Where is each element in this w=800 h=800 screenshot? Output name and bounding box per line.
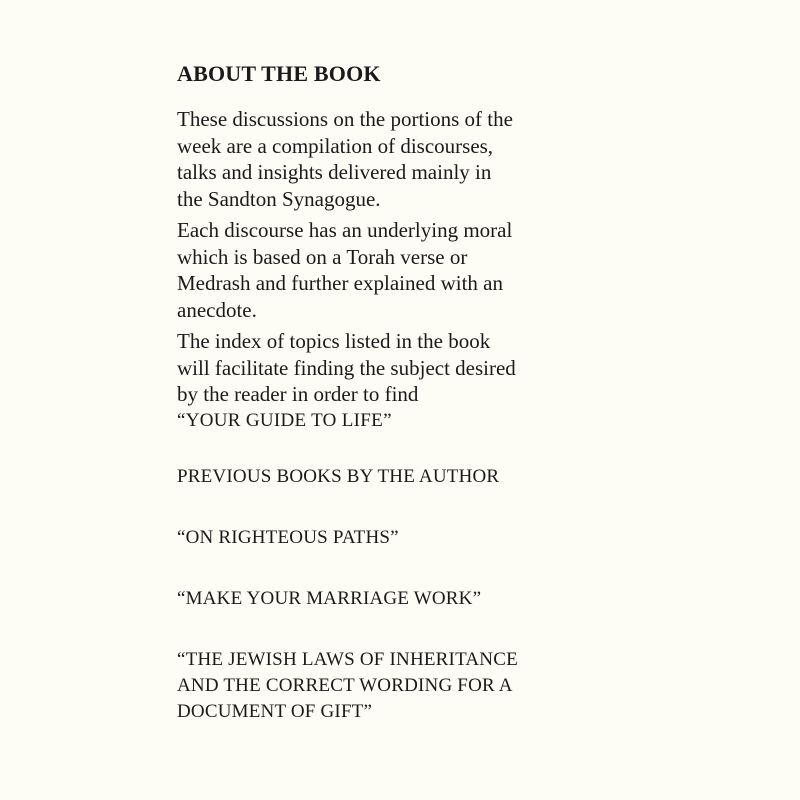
book-title-line: “THE JEWISH LAWS OF INHERITANCE — [177, 648, 518, 670]
paragraph-discourse — [177, 217, 647, 323]
previous-books-heading: PREVIOUS BOOKS BY THE AUTHOR — [177, 465, 500, 487]
paragraph-line: anecdote. — [177, 297, 257, 322]
paragraph-line: will facilitate finding the subject desired — [177, 355, 516, 380]
paragraph-intro — [177, 106, 647, 212]
paragraph-line: the Sandton Synagogue. — [177, 186, 381, 211]
book-title-line: “MAKE YOUR MARRIAGE WORK” — [177, 587, 482, 609]
paragraph-line: Medrash and further explained with an — [177, 271, 503, 295]
book-title-line: “ON RIGHTEOUS PATHS” — [177, 526, 399, 548]
paragraph-line: The index of topics listed in the book — [177, 329, 491, 353]
paragraph-line: Each discourse has an underlying moral — [177, 218, 513, 242]
page-heading: ABOUT THE BOOK — [177, 61, 381, 86]
book-title-line: DOCUMENT OF GIFT” — [177, 700, 373, 722]
paragraph-line: These discussions on the portions of the — [177, 107, 513, 131]
previous-book-item — [177, 586, 647, 612]
previous-book-item — [177, 525, 647, 551]
paragraph-index — [177, 328, 647, 434]
paragraph-line: which is based on a Torah verse or — [177, 244, 468, 269]
book-title-emphasis: “YOUR GUIDE TO LIFE” — [177, 409, 392, 431]
previous-book-item — [177, 647, 647, 725]
book-title-line: AND THE CORRECT WORDING FOR A — [177, 674, 513, 696]
about-content — [177, 60, 647, 725]
paragraph-line: by the reader in order to find — [177, 382, 419, 406]
paragraph-line: talks and insights delivered mainly in — [177, 160, 492, 184]
paragraph-line: week are a compilation of discourses, — [177, 133, 494, 158]
